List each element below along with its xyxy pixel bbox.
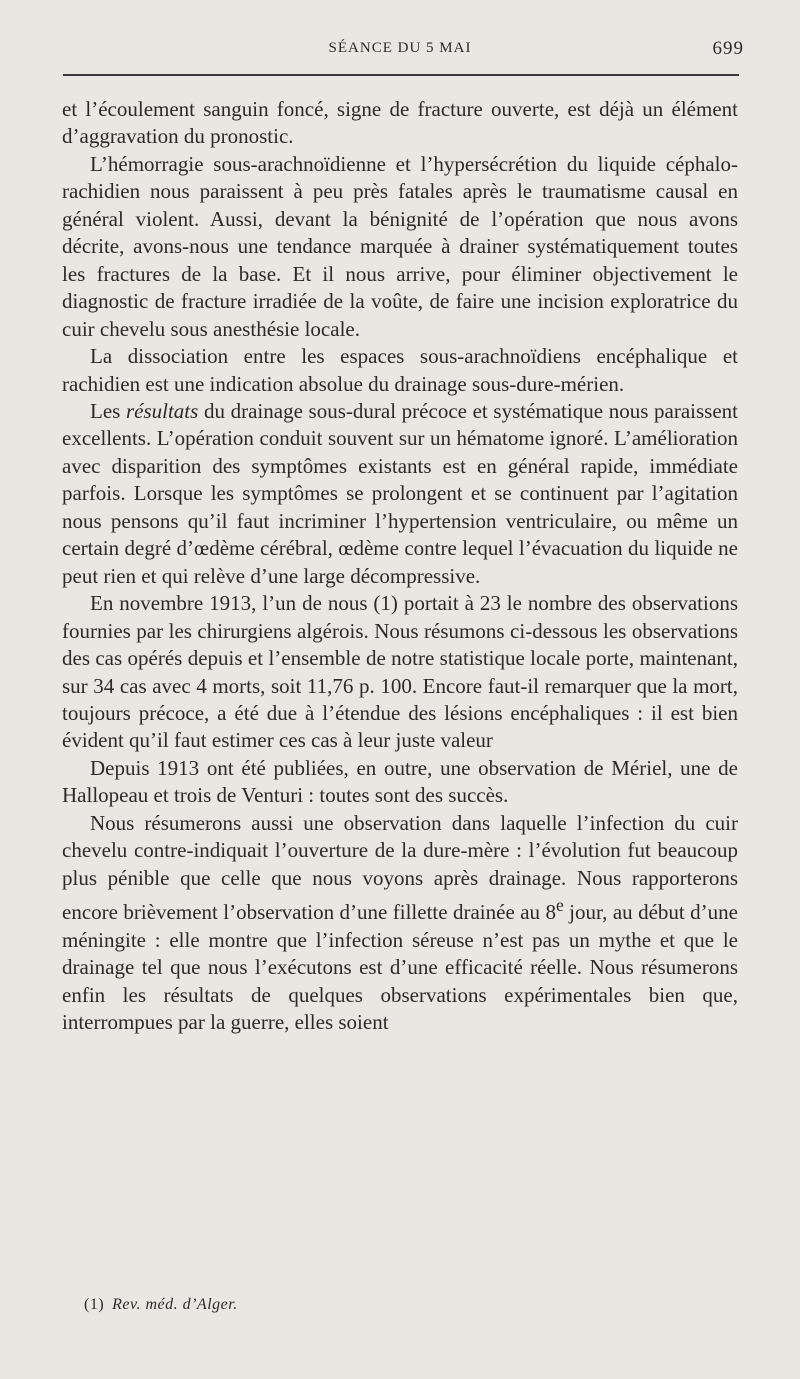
footnote-mark: (1) (84, 1296, 105, 1313)
paragraph-4-rest: du drainage sous-dural précoce et systématique nous paraissent excellents. L’opération conduit souvent sur un hématome ignoré. L’amélioration avec disparition des symptômes existants est en général rapide, immédiate parfois. Lorsque les symptômes se prolongent et se continuent par l’agitation nous pensons qu’il faut incriminer l’hypertension ventriculaire, ou même un certain degré d’œdème cérébral, œdème contre lequel l’évacuation du liquide ne peut rien et qui relève d’une large décompressive. (62, 398, 738, 588)
ordinal-superscript: e (555, 895, 564, 916)
paragraph-4-start: Les (90, 398, 126, 423)
paragraph-3: La dissociation entre les espaces sous-arachnoïdiens encéphalique et rachidien est une indication absolue du drainage sous-dure-mérien. (62, 344, 738, 396)
page-number: 699 (712, 38, 744, 59)
paragraph-2: L’hémorragie sous-arachnoïdienne et l’hypersécrétion du liquide céphalo-rachidien nous paraissent à peu près fatales après le traumatisme causal en général violent. Aussi, devant la bénignité de l’opération que nous avons décrite, avons-nous une tendance marquée à drainer systématiquement toutes les fractures de la base. Et il nous arrive, pour éliminer objectivement le diagnostic de fracture irradiée de la voûte, de faire une incision exploratrice du cuir chevelu sous anesthésie locale. (62, 151, 738, 341)
footnote (84, 1296, 238, 1314)
emphasized-word: résultats (125, 398, 199, 423)
paragraph-4 (62, 398, 738, 590)
footnote-text: Rev. méd. d’Alger. (112, 1296, 238, 1313)
paragraph-1: et l’écoulement sanguin foncé, signe de fracture ouverte, est déjà un élément d’aggravation du pronostic. (62, 97, 738, 149)
body-text (62, 96, 738, 1036)
paragraph-5: En novembre 1913, l’un de nous (1) portait à 23 le nombre des observations fournies par les chirurgiens algérois. Nous résumons ci-dessous les observations des cas opérés depuis et l’ensemble de notre statistique locale porte, maintenant, sur 34 cas avec 4 morts, soit 11,76 p. 100. Encore faut-il remarquer que la mort, toujours précoce, a été due à l’étendue des lésions encéphaliques : il est bien évident qu’il faut estimer ces cas à leur juste valeur (62, 591, 738, 753)
paragraph-6: Depuis 1913 ont été publiées, en outre, une observation de Mériel, une de Hallopeau et trois de Venturi : toutes sont des succès. (62, 755, 738, 808)
header-rule (63, 74, 739, 76)
paragraph-7-rest: jour, au début d’une méningite : elle montre que l’infection séreuse n’est pas un mythe et que le drainage tel que nous l’exécutons est d’une efficacité réelle. Nous résumerons enfin les résultats de quelques observations expérimentales bien que, interrompues par la guerre, elles soient (62, 900, 738, 1034)
running-title: SÉANCE DU 5 MAI (328, 40, 472, 56)
running-header (60, 38, 744, 64)
paragraph-7-start: Nous résumerons aussi une observation dans laquelle l’infection du cuir chevelu contre-indiquait l’ouverture de la dure-mère : l’évolution fut beaucoup plus pénible que celle que nous voyons après drainage. Nous rapporterons encore brièvement l’observation d’une fillette drainée au 8 (62, 810, 738, 925)
paragraph-7 (62, 810, 738, 1037)
